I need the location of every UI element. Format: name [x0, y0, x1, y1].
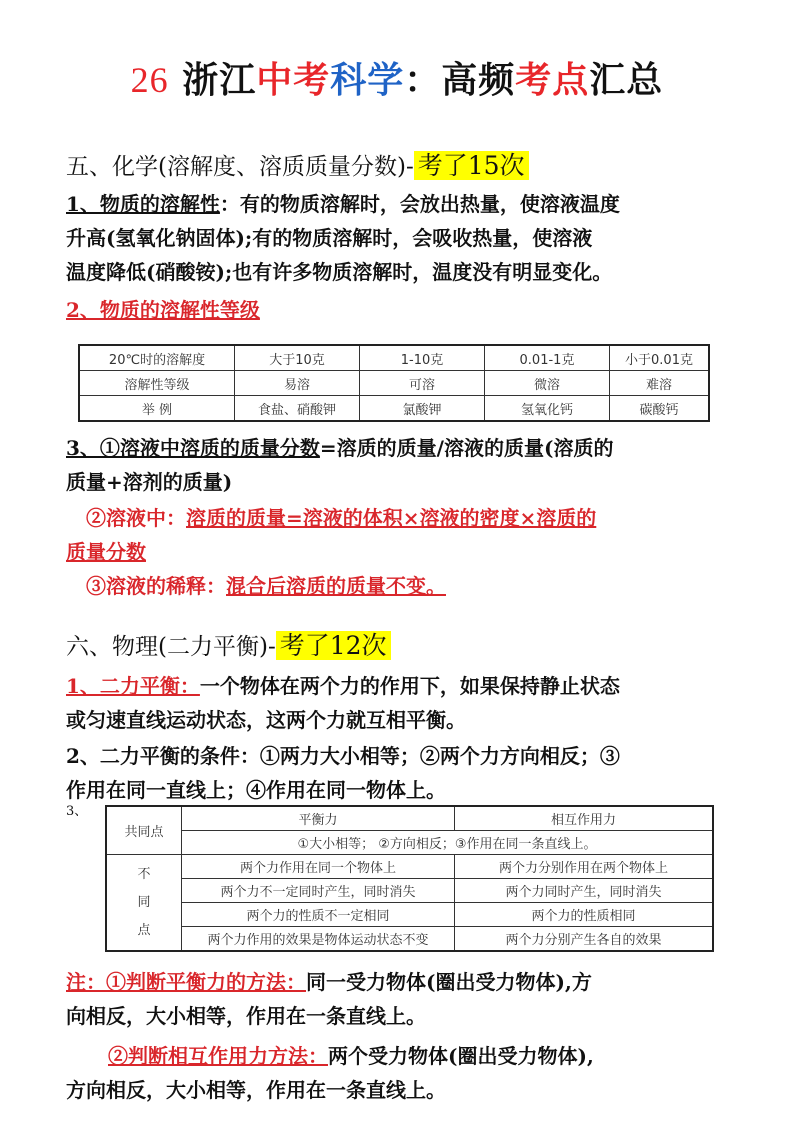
s5-para-1-line-2: 升高(氢氧化钠固体);有的物质溶解时，会吸收热量，使溶液 [66, 226, 593, 250]
section-6-heading: 六、物理(二力平衡)- 考了12次 [66, 626, 391, 662]
s5-para-3-sub-2: ②溶液中：溶质的质量=溶液的体积×溶液的密度×溶质的 [86, 506, 597, 530]
table-row: 举 例 食盐、硝酸钾 氯酸钾 氢氧化钙 碳酸钙 [79, 396, 709, 422]
table-row: ①大小相等； ②方向相反；③作用在同一条直线上。 [106, 831, 713, 855]
force-comparison-table [105, 805, 714, 952]
note-2-line-2: 方向相反，大小相等，作用在一条直线上。 [66, 1078, 446, 1102]
page-title: 26 浙江中考科学：高频考点汇总 [130, 59, 664, 101]
s6-para-1-line-1: 1、二力平衡：一个物体在两个力的作用下，如果保持静止状态 [66, 674, 620, 698]
section-5-heading: 五、化学(溶解度、溶质质量分数)- 考了15次 [66, 146, 529, 182]
table-row: 两个力作用的效果是物体运动状态不变 两个力分别产生各自的效果 [106, 927, 713, 952]
s5-para-3-line-1: 3、①溶液中溶质的质量分数=溶质的质量/溶液的质量(溶质的 [66, 436, 614, 460]
note-1-line-2: 向相反，大小相等，作用在一条直线上。 [66, 1004, 426, 1028]
s5-para-3-sub-2-cont: 质量分数 [66, 540, 146, 564]
table-row: 不 同 点 两个力作用在同一个物体上 两个力分别作用在两个物体上 [106, 855, 713, 879]
note-2-line-1: ②判断相互作用力方法：两个受力物体(圈出受力物体), [108, 1044, 594, 1068]
s5-para-3-line-2: 质量+溶剂的质量) [66, 470, 233, 494]
note-1-line-1: 注：①判断平衡力的方法：同一受力物体(圈出受力物体),方 [66, 970, 592, 994]
table-row: 两个力不一定同时产生，同时消失 两个力同时产生，同时消失 [106, 879, 713, 903]
table-row: 溶解性等级 易溶 可溶 微溶 难溶 [79, 371, 709, 396]
s5-para-2-label: 2、物质的溶解性等级 [66, 298, 260, 322]
solubility-table [78, 344, 710, 422]
table-row: 两个力的性质不一定相同 两个力的性质相同 [106, 903, 713, 927]
count-badge: 考了12次 [276, 631, 391, 660]
s6-para-2-line-1: 2、二力平衡的条件：①两力大小相等；②两个力方向相反；③ [66, 744, 620, 768]
s6-para-1-line-2: 或匀速直线运动状态，这两个力就互相平衡。 [66, 708, 466, 732]
s5-para-1-line-1: 1、物质的溶解性：有的物质溶解时，会放出热量，使溶液温度 [66, 192, 620, 216]
s6-para-3-number: 3、 [66, 804, 88, 819]
count-badge: 考了15次 [414, 151, 529, 180]
s5-para-1-line-3: 温度降低(硝酸铵);也有许多物质溶解时，温度没有明显变化。 [66, 260, 613, 284]
table-row: 20℃时的溶解度 大于10克 1-10克 0.01-1克 小于0.01克 [79, 345, 709, 371]
s6-para-2-line-2: 作用在同一直线上；④作用在同一物体上。 [66, 778, 446, 802]
s5-para-3-sub-3: ③溶液的稀释：混合后溶质的质量不变。 [86, 574, 446, 598]
table-row: 共同点 平衡力 相互作用力 [106, 806, 713, 831]
